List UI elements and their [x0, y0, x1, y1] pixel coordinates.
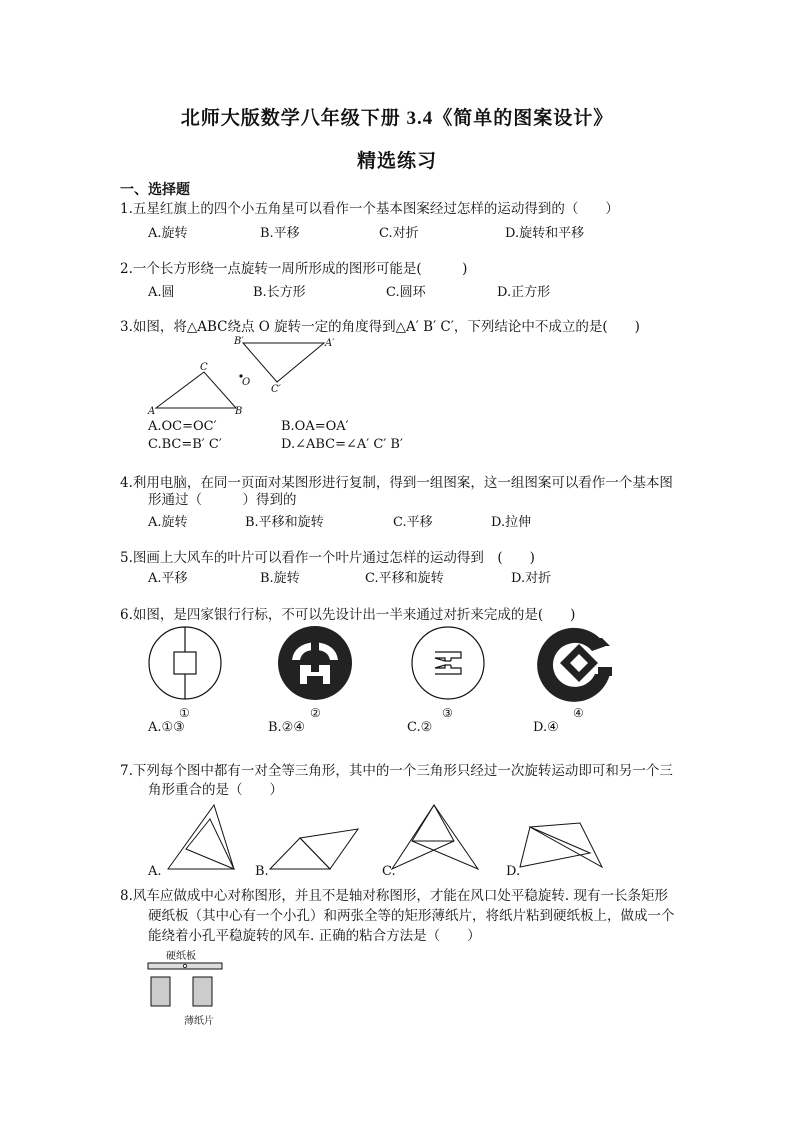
bank-logo-2 — [276, 624, 354, 702]
q7-figure-b — [270, 805, 380, 875]
page-subtitle: 精选练习 — [356, 151, 437, 172]
q7-option-c[interactable]: C. — [382, 864, 396, 879]
q3-option-c[interactable]: C.BC=B′ C′ — [148, 437, 222, 452]
q7-option-b[interactable]: B. — [255, 864, 269, 879]
q3-option-b[interactable]: B.OA=OA′ — [281, 419, 349, 434]
q6-option-c[interactable]: C.② — [407, 720, 433, 735]
label-a: A — [148, 406, 156, 417]
question-7-line1: 7.下列每个图中都有一对全等三角形，其中的一个三角形只经过一次旋转运动即可和另一个三 — [120, 763, 673, 779]
q8-pinwheel-figure — [146, 961, 226, 1011]
label-a-prime: A′ — [325, 338, 335, 349]
q4-option-d[interactable]: D.拉伸 — [491, 515, 532, 530]
question-8-line3: 能绕着小孔平稳旋转的风车. 正确的粘合方法是（ ） — [148, 928, 481, 944]
label-c-prime: C′ — [271, 384, 281, 395]
question-7-line2: 角形重合的是（ ） — [148, 782, 283, 798]
q5-option-d[interactable]: D.对折 — [511, 571, 552, 586]
logo-4-caption: ④ — [573, 706, 584, 720]
q1-option-c[interactable]: C.对折 — [379, 226, 419, 241]
q7-figure-a — [150, 805, 260, 875]
q5-option-b[interactable]: B.旋转 — [260, 571, 300, 586]
q2-option-b[interactable]: B.长方形 — [253, 285, 306, 300]
label-o: O — [242, 377, 251, 388]
q4-option-b[interactable]: B.平移和旋转 — [245, 515, 324, 530]
q6-option-d[interactable]: D.④ — [533, 720, 559, 735]
logo-3-caption: ③ — [442, 706, 453, 720]
question-6-text: 6.如图，是四家银行行标，不可以先设计出一半来通过对折来完成的是( ) — [120, 607, 576, 623]
page-title: 北师大版数学八年级下册 3.4《简单的图案设计》 — [180, 108, 614, 129]
q6-option-a[interactable]: A.①③ — [148, 720, 185, 735]
logo-1-caption: ① — [179, 706, 190, 720]
q7-figure-c — [392, 805, 502, 875]
q1-option-a[interactable]: A.旋转 — [148, 226, 188, 241]
logo-2-caption: ② — [310, 706, 321, 720]
q5-option-c[interactable]: C.平移和旋转 — [365, 571, 444, 586]
bank-logo-3 — [410, 625, 486, 701]
question-8-line2: 硬纸板（其中心有一个小孔）和两张全等的矩形薄纸片，将纸片粘到硬纸板上，做成一个 — [148, 908, 675, 924]
q3-triangle-figure — [140, 334, 360, 424]
q7-figure-d — [520, 815, 630, 875]
question-5-text: 5.图画上大风车的叶片可以看作一个叶片通过怎样的运动得到 ( ) — [120, 550, 535, 566]
label-c: C — [200, 362, 208, 373]
q5-option-a[interactable]: A.平移 — [148, 571, 188, 586]
question-2-text: 2.一个长方形绕一点旋转一周所形成的图形可能是( ) — [120, 261, 468, 277]
board-label: 硬纸板 — [166, 951, 196, 962]
q4-option-a[interactable]: A.旋转 — [148, 515, 188, 530]
q2-option-a[interactable]: A.圆 — [148, 285, 175, 300]
q1-option-b[interactable]: B.平移 — [260, 226, 300, 241]
q6-option-b[interactable]: B.②④ — [268, 720, 305, 735]
q3-option-a[interactable]: A.OC=OC′ — [148, 419, 217, 434]
q2-option-c[interactable]: C.圆环 — [386, 285, 426, 300]
q2-option-d[interactable]: D.正方形 — [497, 285, 551, 300]
label-b: B — [235, 406, 243, 417]
question-4-line1: 4.利用电脑，在同一页面对某图形进行复制，得到一组图案，这一组图案可以看作一个基本图 — [120, 475, 673, 491]
q7-option-d[interactable]: D. — [506, 864, 521, 879]
paper-label: 薄纸片 — [184, 1016, 214, 1027]
q7-option-a[interactable]: A. — [148, 864, 162, 879]
bank-logo-1 — [147, 625, 223, 701]
q3-option-d[interactable]: D.∠ABC=∠A′ C′ B′ — [281, 437, 403, 452]
question-1-text: 1.五星红旗上的四个小五角星可以看作一个基本图案经过怎样的运动得到的（ ） — [120, 201, 619, 217]
question-8-line1: 8.风车应做成中心对称图形，并且不是轴对称图形，才能在风口处平稳旋转. 现有一长条矩形 — [120, 888, 668, 904]
triangle-abc-prime — [243, 343, 324, 382]
q1-option-d[interactable]: D.旋转和平移 — [505, 226, 585, 241]
triangle-abc — [156, 372, 236, 408]
question-4-line2: 形通过（ ）得到的 — [148, 492, 297, 508]
label-b-prime: B′ — [234, 336, 244, 347]
bank-logo-4 — [540, 624, 618, 702]
question-3-text: 3.如图，将△ABC绕点 O 旋转一定的角度得到△A′ B′ C′，下列结论中不成立的是( ) — [120, 319, 640, 335]
q4-option-c[interactable]: C.平移 — [393, 515, 433, 530]
section-heading: 一、选择题 — [120, 182, 190, 198]
